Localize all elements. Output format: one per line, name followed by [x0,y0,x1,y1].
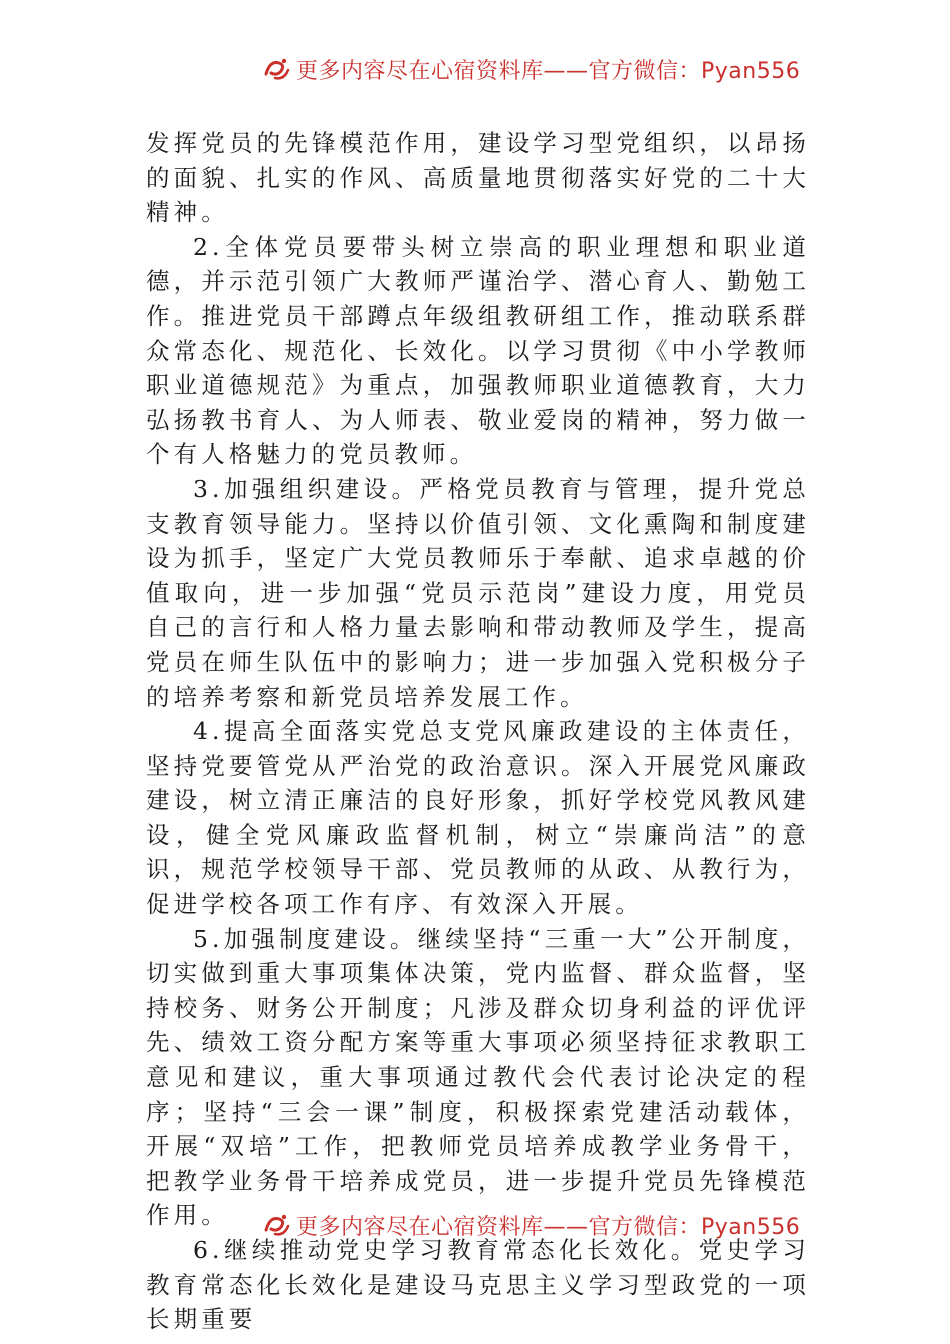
paragraph-item-2: 2.全体党员要带头树立崇高的职业理想和职业道德，并示范引领广大教师严谨治学、潜心育人、勤勉工作。推进党员干部蹲点年级组教研组工作，推动联系群众常态化、规范化、长效化。以学习贯彻《中小学教师职业道德规范》为重点，加强教师职业道德教育，大力弘扬教书育人、为人师表、敬业爱岗的精神，努力做一个有人格魅力的党员教师。 [146,232,810,469]
paragraph-item-6: 6.继续推动党史学习教育常态化长效化。党史学习教育常态化长效化是建设马克思主义学习型政党的一项长期重要 [146,1236,810,1334]
watermark-text: 更多内容尽在心宿资料库——官方微信：Pyan556 [296,1214,801,1240]
paragraph-continuation: 发挥党员的先锋模范作用，建设学习型党组织，以昂扬的面貌、扎实的作风、高质量地贯彻落实好党的二十大精神。 [146,129,810,227]
logo-icon [262,1210,292,1240]
footer-watermark [262,1208,800,1242]
logo-icon [262,54,292,84]
paragraph-item-3: 3.加强组织建设。严格党员教育与管理，提升党总支教育领导能力。坚持以价值引领、文化熏陶和制度建设为抓手，坚定广大党员教师乐于奉献、追求卓越的价值取向，进一步加强“党员示范岗”建设力度，用党员自己的言行和人格力量去影响和带动教师及学生，提高党员在师生队伍中的影响力；进一步加强入党积极分子的培养考察和新党员培养发展工作。 [146,474,810,711]
header-watermark [262,52,800,86]
paragraph-item-5: 5.加强制度建设。继续坚持“三重一大”公开制度，切实做到重大事项集体决策，党内监督、群众监督，坚持校务、财务公开制度；凡涉及群众切身利益的评优评先、绩效工资分配方案等重大事项必须坚持征求教职工意见和建议，重大事项通过教代会代表讨论决定的程序；坚持“三会一课”制度，积极探索党建活动载体，开展“双培”工作，把教师党员培养成教学业务骨干，把教学业务骨干培养成党员，进一步提升党员先锋模范作用。 [146,924,810,1230]
document-body [146,126,810,1337]
paragraph-item-4: 4.提高全面落实党总支党风廉政建设的主体责任，坚持党要管党从严治党的政治意识。深入开展党风廉政建设，树立清正廉洁的良好形象，抓好学校党风教风建设，健全党风廉政监督机制，树立“崇廉尚洁”的意识，规范学校领导干部、党员教师的从政、从教行为，促进学校各项工作有序、有效深入开展。 [146,717,810,919]
watermark-text: 更多内容尽在心宿资料库——官方微信：Pyan556 [296,58,801,84]
